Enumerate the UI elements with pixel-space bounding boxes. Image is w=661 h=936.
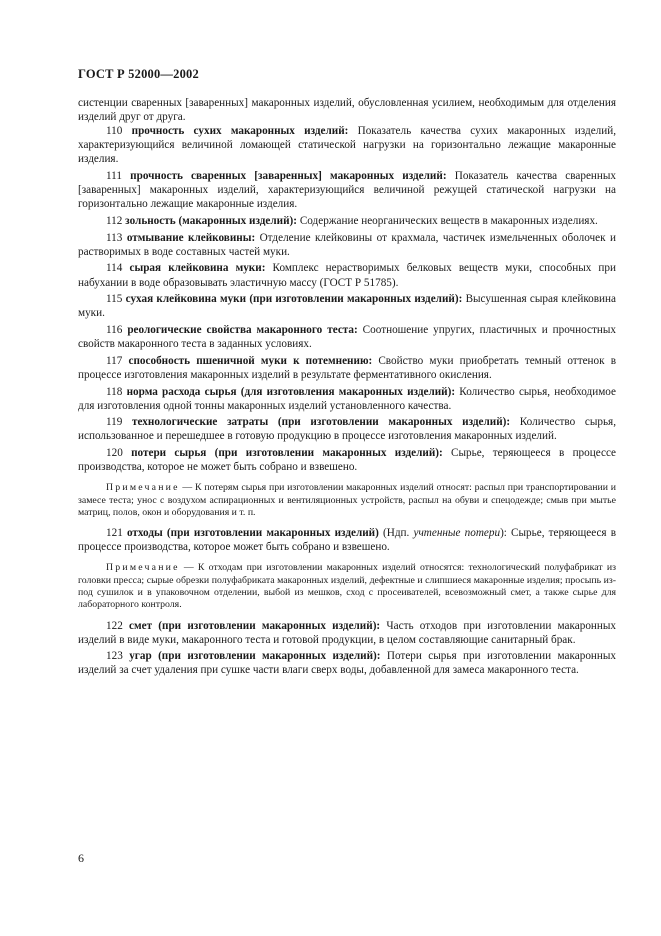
entry-definition: Показатель качества сваренных [заваренных] макаронных изделий, характеризующийся величиной режущей статической нагрузки на горизонтально лежащие макаронные изделия. (78, 170, 617, 211)
entry-term: сухая клейковина муки (при изготовлении макаронных изделий): (125, 293, 463, 306)
entry-number: 120 (106, 447, 123, 460)
entry-definition: ): Сырье, теряющееся в процессе производства, которое может быть собрано и взвешено. (78, 527, 616, 554)
term-entry (78, 354, 616, 382)
entry-term: сырая клейковина муки: (129, 262, 266, 275)
entry-term: прочность сухих макаронных изделий: (131, 125, 349, 138)
note-paragraph (78, 562, 616, 611)
entry-term: прочность сваренных [заваренных] макаронных изделий: (130, 170, 447, 183)
term-entry (78, 649, 616, 677)
entry-definition: Показатель качества сухих макаронных изделий, характеризующийся величиной ломающей статической нагрузки на горизонтально лежащие макаронные изделия. (78, 125, 617, 166)
term-entry (78, 323, 616, 351)
entry-term: зольность (макаронных изделий): (125, 214, 298, 227)
entries-group-b (78, 619, 616, 678)
entry-number: 114 (106, 262, 123, 275)
entry-number: 121 (106, 527, 123, 540)
entry-definition: Содержание неорганических веществ в макаронных изделиях. (297, 214, 598, 227)
entry-term: технологические затраты (при изготовлении макаронных изделий): (132, 416, 511, 429)
entry-number: 122 (106, 619, 123, 632)
term-entry (78, 385, 616, 413)
note-label: Примечание (106, 562, 180, 574)
term-entry (78, 231, 616, 259)
entry-definition: Соотношение упругих, пластичных и прочностных свойств макаронного теста в заданных условиях. (78, 323, 616, 351)
term-entry (78, 446, 616, 474)
entry-definition: Количество сырья, необходимое для изготовления одной тонны макаронных изделий установленного качества. (78, 385, 616, 412)
entry-term: отходы (при изготовлении макаронных изделий) (126, 527, 379, 540)
entry-definition: Отделение клейковины от крахмала, частичек измельченных оболочек и растворимых в воде составных частей муки. (78, 231, 616, 258)
entry-definition: Потери сырья при изготовлении макаронных изделий за счет удаления при сушке части влаги сверх воды, добавленной для замеса макаронного теста. (78, 650, 616, 677)
term-entry (78, 169, 616, 211)
entry-definition: Свойство муки приобретать темный оттенок в процессе изготовления макаронных изделий в результате ферментативного окисления. (78, 354, 616, 381)
entry-definition: Часть отходов при изготовлении макаронных изделий в виде муки, макаронного теста и готовой продукции, в целом составляющие санитарный брак. (78, 619, 616, 646)
entry-term: угар (при изготовлении макаронных изделий): (129, 650, 381, 663)
term-entry (78, 526, 616, 554)
entry-definition: Высушенная сырая клейковина муки. (78, 293, 617, 320)
term-entry (78, 214, 616, 228)
entry-number: 119 (106, 416, 123, 429)
note-text: — К потерям сырья при изготовлении макаронных изделий относят: распыл при транспортировании и замесе теста; унос с воздухом аспирационных и вентиляционных устройств, распыл на обуви и спецодежде; смыв при мытье матриц, полов, окон и оборудования и т. п. (78, 482, 616, 518)
note-text: — К отходам при изготовлении макаронных изделий относятся: технологический полуфабрикат из головки пресса; сырые обрезки полуфабриката макаронных изделий, дефектные и слипшиеся макаронные изделия; просыпь из-под сушилок и в упаковочном отделении, выбой из мешков, сход с просеивателей, всевозможный смет, а также сырье для лабораторного контроля. (78, 562, 616, 611)
entry-number: 116 (106, 323, 123, 336)
term-entry (78, 292, 616, 320)
page-number: 6 (78, 851, 84, 865)
entry-number: 113 (106, 231, 123, 244)
term-entry (78, 124, 616, 166)
entry-number: 115 (106, 293, 123, 306)
document-header: ГОСТ Р 52000—2002 (78, 67, 199, 81)
entry-term: способность пшеничной муки к потемнению: (128, 354, 373, 367)
document-body (78, 96, 616, 678)
entry-term: отмывание клейковины: (126, 231, 256, 244)
entry-term: потери сырья (при изготовлении макаронных изделий): (131, 447, 443, 460)
note-label: Примечание (106, 482, 180, 494)
entry-term: смет (при изготовлении макаронных изделий): (129, 619, 381, 632)
entry-number: 123 (106, 650, 123, 663)
entry-number: 118 (106, 385, 123, 398)
entry-definition: Сырье, теряющееся в процессе производства, которое не может быть собрано и взвешено. (78, 447, 617, 474)
entry-definition: Количество сырья, использованное и перешедшее в готовую продукцию в процессе изготовления макаронных изделий. (78, 416, 617, 443)
term-entry (78, 619, 616, 647)
entry-number: 111 (106, 170, 122, 183)
entry-number: 110 (106, 125, 123, 138)
entry-term: реологические свойства макаронного теста: (127, 323, 358, 336)
entry-deprecated-term: учтенные потери (413, 527, 501, 540)
entry-deprecated-prefix: (Ндп. (378, 527, 414, 540)
note-paragraph (78, 482, 616, 519)
term-entry (78, 261, 616, 289)
term-entry (78, 415, 616, 443)
entry-number: 112 (106, 214, 123, 227)
entry-term: норма расхода сырья (для изготовления макаронных изделий): (126, 385, 456, 398)
entries-group-a (78, 124, 616, 474)
entry-number: 117 (106, 354, 123, 367)
continuation-paragraph: систенции сваренных [заваренных] макаронных изделий, обусловленная усилием, необходимым для отделения изделий друг от друга. (78, 97, 616, 124)
entry-definition: Комплекс нерастворимых белковых веществ муки, способных при набухании в воде образовывать эластичную массу (ГОСТ Р 51785). (78, 262, 616, 289)
